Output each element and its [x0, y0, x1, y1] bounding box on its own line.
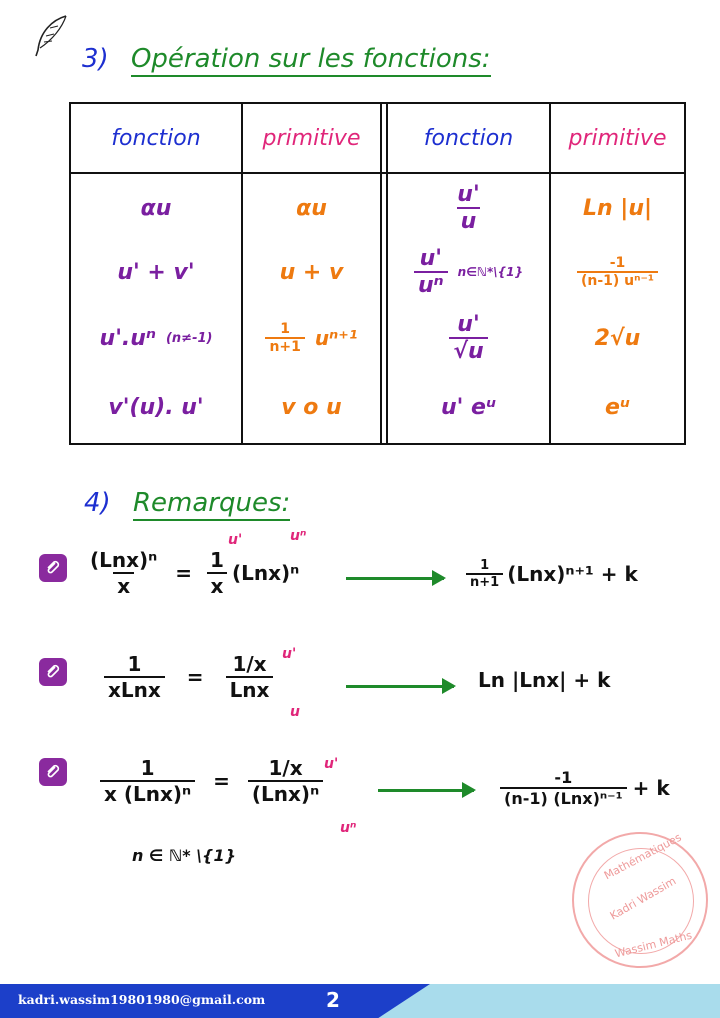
table-cell-function [388, 304, 549, 372]
arrow-icon [346, 685, 454, 688]
stamp-seal [572, 832, 708, 968]
table-cell-function [71, 304, 241, 372]
section-3-number: 3) [82, 44, 109, 74]
fraction-numerator: (Lnx)ⁿ [90, 548, 158, 572]
annotation-u-prime: u' [282, 646, 297, 662]
table-cell-primitive [243, 304, 380, 372]
remark-1-result [466, 558, 638, 590]
fraction-denominator: Lnx [226, 676, 274, 702]
fraction-denominator: (n-1) (Lnx)ⁿ⁻¹ [500, 787, 627, 808]
table-cell-function [388, 176, 549, 240]
table-cell-primitive: Ln |u| [582, 195, 653, 221]
expression: (Lnx)ⁿ [231, 561, 300, 585]
fraction-denominator: (n-1) uⁿ⁻¹ [577, 271, 658, 289]
fraction-denominator: x (Lnx)ⁿ [100, 780, 195, 806]
remark-3-equation [100, 756, 323, 806]
page-footer [0, 984, 720, 1018]
section-3-heading [82, 44, 491, 74]
fraction-numerator: 1 [140, 756, 155, 780]
paperclip-icon [39, 658, 67, 686]
fraction-numerator: 1 [280, 321, 291, 337]
annotation-u-prime: u' [228, 532, 243, 548]
table-cell-primitive: αu [296, 195, 327, 221]
primitive-expression: uⁿ⁺¹ [314, 326, 358, 350]
remark-1-equation [86, 548, 299, 598]
table-cell-function: u' + v' [117, 259, 195, 285]
annotation-u-power: uⁿ [290, 528, 307, 544]
annotation-u-prime: u' [324, 756, 339, 772]
table-header-primitive: primitive [568, 125, 667, 151]
table-cell-primitive [551, 240, 684, 304]
fraction-denominator: (Lnx)ⁿ [248, 780, 323, 806]
fraction-numerator: 1 [127, 652, 142, 676]
primitives-table [69, 102, 686, 445]
fraction-denominator: xLnx [104, 676, 165, 702]
annotation-u-power: uⁿ [340, 820, 357, 836]
arrow-icon [346, 577, 444, 580]
table-header-fonction: fonction [423, 125, 514, 151]
table-header-divider [71, 172, 684, 174]
section-4-heading [84, 488, 290, 518]
table-cell-function: αu [140, 195, 172, 221]
fraction-denominator: n+1 [265, 337, 304, 355]
footer-email: kadri.wassim19801980@gmail.com [18, 992, 266, 1007]
fraction-numerator: u' [419, 246, 442, 271]
paperclip-icon [39, 554, 67, 582]
fraction-denominator: n+1 [466, 573, 503, 590]
paperclip-icon [39, 758, 67, 786]
fraction-numerator: 1 [480, 558, 490, 573]
table-cell-primitive: v o u [281, 395, 342, 420]
remark-3-result [500, 768, 670, 808]
arrow-icon [378, 789, 474, 792]
remark-2-equation [104, 652, 273, 702]
stamp-bottom-text: Wassim Maths [613, 928, 694, 961]
table-cell-primitive: u + v [279, 259, 344, 285]
page-number: 2 [326, 988, 340, 1012]
condition-label: n ∈ ℕ* \{1} [132, 846, 236, 865]
fraction-numerator: 1/x [268, 756, 303, 780]
condition-label: n∈ℕ*\{1} [457, 265, 524, 279]
fraction-numerator: -1 [554, 768, 573, 787]
fraction-numerator: 1/x [232, 652, 267, 676]
fraction-denominator: x [113, 572, 134, 598]
table-header-primitive: primitive [262, 125, 361, 151]
stamp-top-text: Mathématiques [601, 830, 684, 883]
equals-sign: = [175, 561, 193, 585]
condition-label: (n≠-1) [165, 330, 213, 346]
section-4-title: Remarques: [133, 488, 290, 521]
table-cell-function [388, 240, 549, 304]
fraction-numerator: u' [457, 182, 480, 207]
annotation-u: u [290, 704, 300, 720]
expression: (Lnx)ⁿ⁺¹ + k [507, 562, 638, 586]
fraction-numerator: 1 [210, 548, 224, 572]
fraction-denominator: u [457, 207, 481, 234]
section-4-number: 4) [84, 488, 111, 518]
table-header-fonction: fonction [111, 125, 201, 151]
table-cell-function: u' eᵘ [441, 395, 496, 420]
fraction-numerator: u' [457, 312, 480, 337]
equals-sign: = [213, 769, 230, 793]
table-double-divider-a [380, 104, 382, 443]
function-expression: u'.uⁿ [99, 325, 156, 351]
table-cell-primitive: eᵘ [605, 395, 630, 420]
equals-sign: = [186, 665, 204, 689]
stamp-middle-text: Kadri Wassim [607, 874, 679, 923]
expression: + k [632, 776, 670, 800]
section-3-title: Opération sur les fonctions: [131, 44, 491, 77]
fraction-denominator: √u [449, 337, 487, 364]
table-cell-function: v'(u). u' [108, 395, 204, 420]
table-cell-primitive: 2√u [594, 325, 641, 351]
fraction-numerator: -1 [609, 255, 626, 271]
feather-icon [32, 14, 70, 58]
fraction-denominator: x [207, 572, 228, 598]
fraction-denominator: uⁿ [414, 271, 448, 298]
remark-2-result: Ln |Lnx| + k [478, 668, 611, 692]
